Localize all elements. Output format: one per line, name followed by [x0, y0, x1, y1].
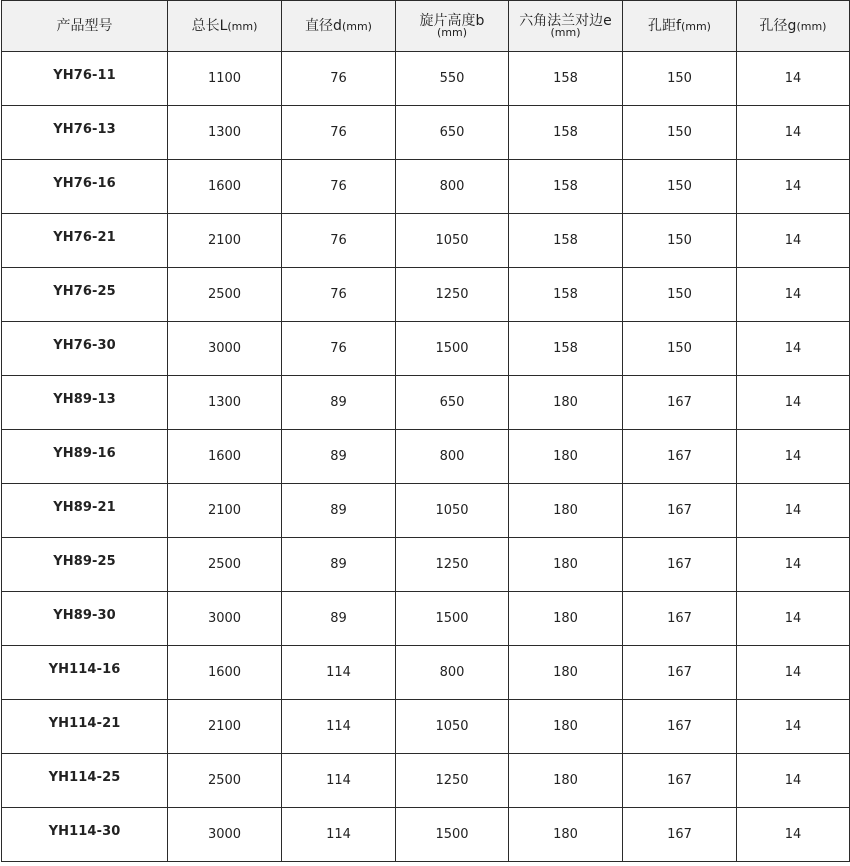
cell-hex-flange-width: [509, 592, 623, 646]
cell-text: 14: [784, 341, 802, 356]
cell-text: 89: [330, 449, 347, 464]
cell-hole-diameter: [737, 646, 850, 700]
cell-diameter: [282, 52, 396, 106]
header-label: 直径d: [305, 18, 342, 34]
cell-diameter: [282, 376, 396, 430]
cell-text: 114: [326, 665, 351, 680]
table-row: [2, 700, 850, 754]
cell-text: 1500: [435, 341, 469, 356]
cell-diameter: [282, 592, 396, 646]
cell-text: 158: [553, 125, 578, 140]
cell-blade-height: [396, 160, 509, 214]
cell-total-length: [168, 214, 282, 268]
header-unit: (mm): [796, 20, 827, 33]
header-label: 产品型号: [56, 18, 113, 34]
cell-text: 167: [667, 449, 692, 464]
cell-text: 1300: [207, 395, 242, 410]
table-row: [2, 484, 850, 538]
cell-diameter: [282, 106, 396, 160]
cell-blade-height: [396, 268, 509, 322]
cell-blade-height: [396, 700, 509, 754]
cell-text: YH76-16: [53, 176, 116, 191]
cell-text: 650: [439, 125, 465, 140]
cell-text: 1250: [435, 773, 469, 788]
cell-text: 150: [667, 71, 692, 86]
cell-total-length: [168, 322, 282, 376]
cell-text: 14: [784, 395, 802, 410]
cell-blade-height: [396, 538, 509, 592]
table-row: [2, 754, 850, 808]
cell-text: 2500: [207, 773, 242, 788]
cell-text: 2100: [207, 233, 242, 248]
cell-text: YH76-13: [53, 122, 116, 137]
cell-hex-flange-width: [509, 754, 623, 808]
cell-text: 2100: [207, 503, 242, 518]
cell-model: [2, 646, 168, 700]
cell-text: YH89-30: [53, 608, 116, 623]
header-label: 六角法兰对边e: [519, 13, 612, 29]
cell-hex-flange-width: [509, 646, 623, 700]
cell-text: 2100: [207, 719, 242, 734]
cell-text: 800: [439, 179, 465, 194]
cell-hole-diameter: [737, 754, 850, 808]
cell-text: 14: [784, 719, 802, 734]
cell-hole-diameter: [737, 538, 850, 592]
cell-diameter: [282, 754, 396, 808]
header-model: [2, 1, 168, 52]
cell-text: YH89-25: [53, 554, 116, 569]
cell-hole-spacing: [623, 52, 737, 106]
cell-hole-diameter: [737, 700, 850, 754]
cell-text: 150: [667, 287, 692, 302]
header-label: 孔径g: [759, 18, 797, 34]
cell-hole-spacing: [623, 484, 737, 538]
cell-hole-spacing: [623, 592, 737, 646]
cell-text: YH114-21: [48, 716, 121, 731]
cell-diameter: [282, 538, 396, 592]
cell-total-length: [168, 646, 282, 700]
cell-text: 1600: [207, 449, 242, 464]
cell-hole-diameter: [737, 268, 850, 322]
cell-text: 14: [784, 287, 802, 302]
table-row: [2, 646, 850, 700]
cell-text: YH114-16: [48, 662, 121, 677]
cell-diameter: [282, 430, 396, 484]
cell-hex-flange-width: [509, 322, 623, 376]
cell-text: 3000: [207, 611, 242, 626]
cell-text: 14: [784, 233, 802, 248]
cell-diameter: [282, 484, 396, 538]
cell-text: 114: [326, 773, 351, 788]
cell-text: 180: [553, 503, 578, 518]
cell-text: 14: [784, 125, 802, 140]
cell-total-length: [168, 538, 282, 592]
header-label: 总长L: [191, 18, 228, 34]
cell-hole-diameter: [737, 214, 850, 268]
cell-hole-diameter: [737, 322, 850, 376]
cell-text: 158: [553, 341, 578, 356]
cell-hole-diameter: [737, 106, 850, 160]
cell-text: 1500: [435, 827, 469, 842]
cell-text: 158: [553, 287, 578, 302]
cell-text: 180: [553, 665, 578, 680]
cell-blade-height: [396, 484, 509, 538]
header-diameter: [282, 1, 396, 52]
cell-text: 89: [330, 395, 347, 410]
cell-hole-spacing: [623, 214, 737, 268]
table-header: [2, 1, 850, 52]
cell-hole-spacing: [623, 268, 737, 322]
cell-hex-flange-width: [509, 52, 623, 106]
cell-text: 158: [553, 179, 578, 194]
cell-hole-spacing: [623, 700, 737, 754]
header-label: 孔距f: [648, 18, 681, 34]
table-row: [2, 592, 850, 646]
cell-model: [2, 376, 168, 430]
header-blade-height: [396, 1, 509, 52]
cell-text: 14: [784, 827, 802, 842]
cell-text: 1050: [435, 503, 469, 518]
cell-text: 150: [667, 125, 692, 140]
cell-text: 1600: [207, 665, 242, 680]
cell-model: [2, 592, 168, 646]
cell-blade-height: [396, 52, 509, 106]
cell-text: 1100: [207, 71, 242, 86]
cell-text: 3000: [207, 827, 242, 842]
cell-diameter: [282, 808, 396, 862]
cell-hole-diameter: [737, 808, 850, 862]
cell-text: 1300: [207, 125, 242, 140]
cell-diameter: [282, 322, 396, 376]
cell-text: 167: [667, 503, 692, 518]
cell-total-length: [168, 106, 282, 160]
cell-hex-flange-width: [509, 430, 623, 484]
cell-text: 76: [330, 341, 347, 356]
table-row: [2, 322, 850, 376]
table-row: [2, 538, 850, 592]
header-hex-flange-width: [509, 1, 623, 52]
table-row: [2, 808, 850, 862]
cell-text: 114: [326, 719, 351, 734]
cell-text: 89: [330, 503, 347, 518]
cell-model: [2, 214, 168, 268]
cell-text: 800: [439, 449, 465, 464]
cell-text: 167: [667, 665, 692, 680]
cell-blade-height: [396, 214, 509, 268]
cell-text: 158: [553, 233, 578, 248]
cell-text: 76: [330, 125, 347, 140]
cell-total-length: [168, 268, 282, 322]
cell-hole-spacing: [623, 106, 737, 160]
cell-total-length: [168, 52, 282, 106]
cell-text: 180: [553, 449, 578, 464]
cell-text: 14: [784, 611, 802, 626]
cell-text: 180: [553, 611, 578, 626]
cell-text: YH89-13: [53, 392, 116, 407]
cell-model: [2, 430, 168, 484]
table-row: [2, 268, 850, 322]
cell-hex-flange-width: [509, 268, 623, 322]
cell-text: 1250: [435, 287, 469, 302]
cell-text: 800: [439, 665, 465, 680]
cell-text: 550: [439, 71, 465, 86]
cell-hex-flange-width: [509, 376, 623, 430]
header-hole-diameter: [737, 1, 850, 52]
cell-total-length: [168, 376, 282, 430]
cell-hole-diameter: [737, 484, 850, 538]
cell-model: [2, 808, 168, 862]
cell-text: 1500: [435, 611, 469, 626]
table-row: [2, 106, 850, 160]
cell-text: YH114-30: [48, 824, 121, 839]
cell-text: 167: [667, 719, 692, 734]
cell-diameter: [282, 268, 396, 322]
cell-hole-spacing: [623, 754, 737, 808]
cell-text: 167: [667, 773, 692, 788]
cell-blade-height: [396, 322, 509, 376]
cell-text: 180: [553, 395, 578, 410]
cell-diameter: [282, 646, 396, 700]
cell-hole-diameter: [737, 430, 850, 484]
cell-blade-height: [396, 430, 509, 484]
cell-text: 76: [330, 179, 347, 194]
cell-text: 150: [667, 341, 692, 356]
cell-text: 180: [553, 719, 578, 734]
cell-text: 167: [667, 611, 692, 626]
cell-text: YH76-25: [53, 284, 116, 299]
cell-hex-flange-width: [509, 700, 623, 754]
cell-model: [2, 538, 168, 592]
table-row: [2, 52, 850, 106]
header-unit: (mm): [550, 26, 581, 39]
header-label: 旋片高度b: [419, 13, 485, 29]
cell-text: YH76-30: [53, 338, 116, 353]
cell-text: 76: [330, 287, 347, 302]
cell-text: 150: [667, 233, 692, 248]
cell-text: 167: [667, 395, 692, 410]
cell-model: [2, 700, 168, 754]
cell-total-length: [168, 160, 282, 214]
cell-hex-flange-width: [509, 484, 623, 538]
cell-total-length: [168, 484, 282, 538]
cell-hole-spacing: [623, 538, 737, 592]
cell-text: 114: [326, 827, 351, 842]
cell-text: YH114-25: [48, 770, 121, 785]
header-unit: (mm): [680, 20, 711, 33]
cell-text: 2500: [207, 557, 242, 572]
cell-model: [2, 52, 168, 106]
cell-hole-diameter: [737, 52, 850, 106]
cell-hex-flange-width: [509, 160, 623, 214]
cell-model: [2, 322, 168, 376]
cell-text: YH76-11: [53, 68, 116, 83]
cell-text: YH89-21: [53, 500, 116, 515]
cell-text: 167: [667, 827, 692, 842]
cell-text: 1250: [435, 557, 469, 572]
cell-model: [2, 484, 168, 538]
cell-hole-spacing: [623, 160, 737, 214]
header-hole-spacing: [623, 1, 737, 52]
cell-text: 14: [784, 71, 802, 86]
cell-hole-spacing: [623, 808, 737, 862]
cell-hole-spacing: [623, 430, 737, 484]
cell-total-length: [168, 808, 282, 862]
cell-model: [2, 754, 168, 808]
cell-hex-flange-width: [509, 808, 623, 862]
cell-text: 167: [667, 557, 692, 572]
table-row: [2, 160, 850, 214]
cell-text: 89: [330, 611, 347, 626]
cell-text: YH89-16: [53, 446, 116, 461]
cell-blade-height: [396, 592, 509, 646]
cell-total-length: [168, 430, 282, 484]
cell-diameter: [282, 214, 396, 268]
cell-hole-diameter: [737, 592, 850, 646]
table-row: [2, 214, 850, 268]
cell-blade-height: [396, 646, 509, 700]
cell-text: 158: [553, 71, 578, 86]
cell-text: 14: [784, 557, 802, 572]
cell-text: 14: [784, 449, 802, 464]
cell-hole-spacing: [623, 322, 737, 376]
table-row: [2, 430, 850, 484]
cell-hex-flange-width: [509, 106, 623, 160]
cell-blade-height: [396, 106, 509, 160]
cell-text: 2500: [207, 287, 242, 302]
cell-hole-spacing: [623, 646, 737, 700]
cell-text: 76: [330, 233, 347, 248]
cell-text: 14: [784, 773, 802, 788]
cell-total-length: [168, 754, 282, 808]
cell-model: [2, 268, 168, 322]
cell-diameter: [282, 160, 396, 214]
cell-text: 180: [553, 827, 578, 842]
cell-text: 180: [553, 557, 578, 572]
cell-text: 14: [784, 179, 802, 194]
cell-blade-height: [396, 808, 509, 862]
cell-total-length: [168, 592, 282, 646]
header-unit: (mm): [436, 26, 467, 39]
cell-hex-flange-width: [509, 538, 623, 592]
header-unit: (mm): [341, 20, 372, 33]
cell-text: 76: [330, 71, 347, 86]
spec-table: [1, 0, 850, 862]
cell-text: 89: [330, 557, 347, 572]
cell-text: 150: [667, 179, 692, 194]
cell-text: 1600: [207, 179, 242, 194]
table-row: [2, 376, 850, 430]
cell-text: 1050: [435, 233, 469, 248]
cell-text: 3000: [207, 341, 242, 356]
cell-hole-diameter: [737, 160, 850, 214]
cell-model: [2, 106, 168, 160]
table-body: [2, 52, 850, 862]
cell-blade-height: [396, 754, 509, 808]
cell-text: 14: [784, 665, 802, 680]
cell-diameter: [282, 700, 396, 754]
cell-blade-height: [396, 376, 509, 430]
cell-text: 180: [553, 773, 578, 788]
cell-text: 1050: [435, 719, 469, 734]
cell-hole-diameter: [737, 376, 850, 430]
cell-hole-spacing: [623, 376, 737, 430]
header-unit: (mm): [227, 20, 258, 33]
cell-hex-flange-width: [509, 214, 623, 268]
cell-total-length: [168, 700, 282, 754]
cell-model: [2, 160, 168, 214]
header-row: [2, 1, 850, 52]
header-total-length: [168, 1, 282, 52]
cell-text: YH76-21: [53, 230, 116, 245]
cell-text: 14: [784, 503, 802, 518]
cell-text: 650: [439, 395, 465, 410]
